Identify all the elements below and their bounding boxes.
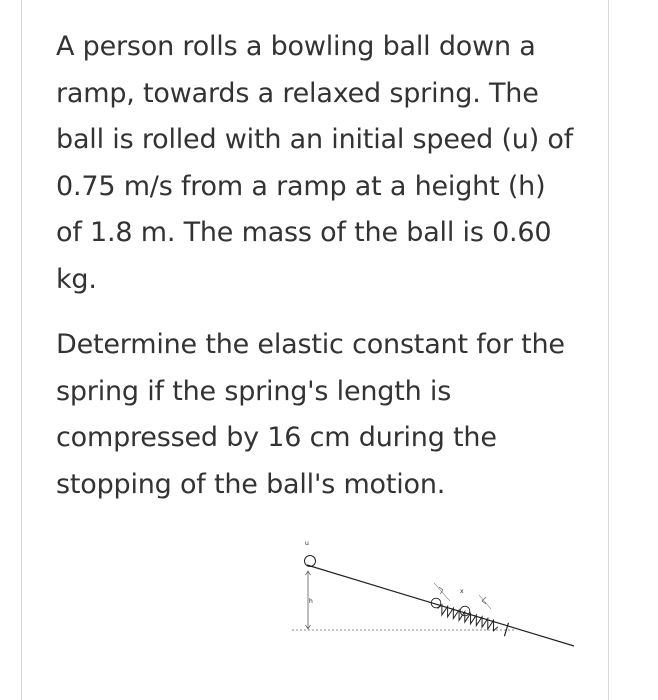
- ramp-spring-diagram: [290, 535, 580, 655]
- label-u: u: [305, 540, 309, 547]
- diagram-svg: [290, 535, 580, 655]
- label-h: h: [309, 598, 313, 605]
- marker-right: [479, 595, 491, 609]
- question-text: [56, 24, 576, 508]
- problem-task: Determine the elastic constant for the spring if the spring's length is compressed by 16 cm during the stopping of the ball's motion.: [56, 329, 565, 500]
- ball-start: [305, 556, 316, 567]
- label-x: x: [460, 588, 464, 595]
- problem-statement: A person rolls a bowling ball down a ramp, towards a relaxed spring. The ball is rolled with an initial speed (u) of 0.75 m/s from a ramp at a height (h) of 1.8 m. The mass of the ball is 0.60 kg.: [56, 31, 574, 295]
